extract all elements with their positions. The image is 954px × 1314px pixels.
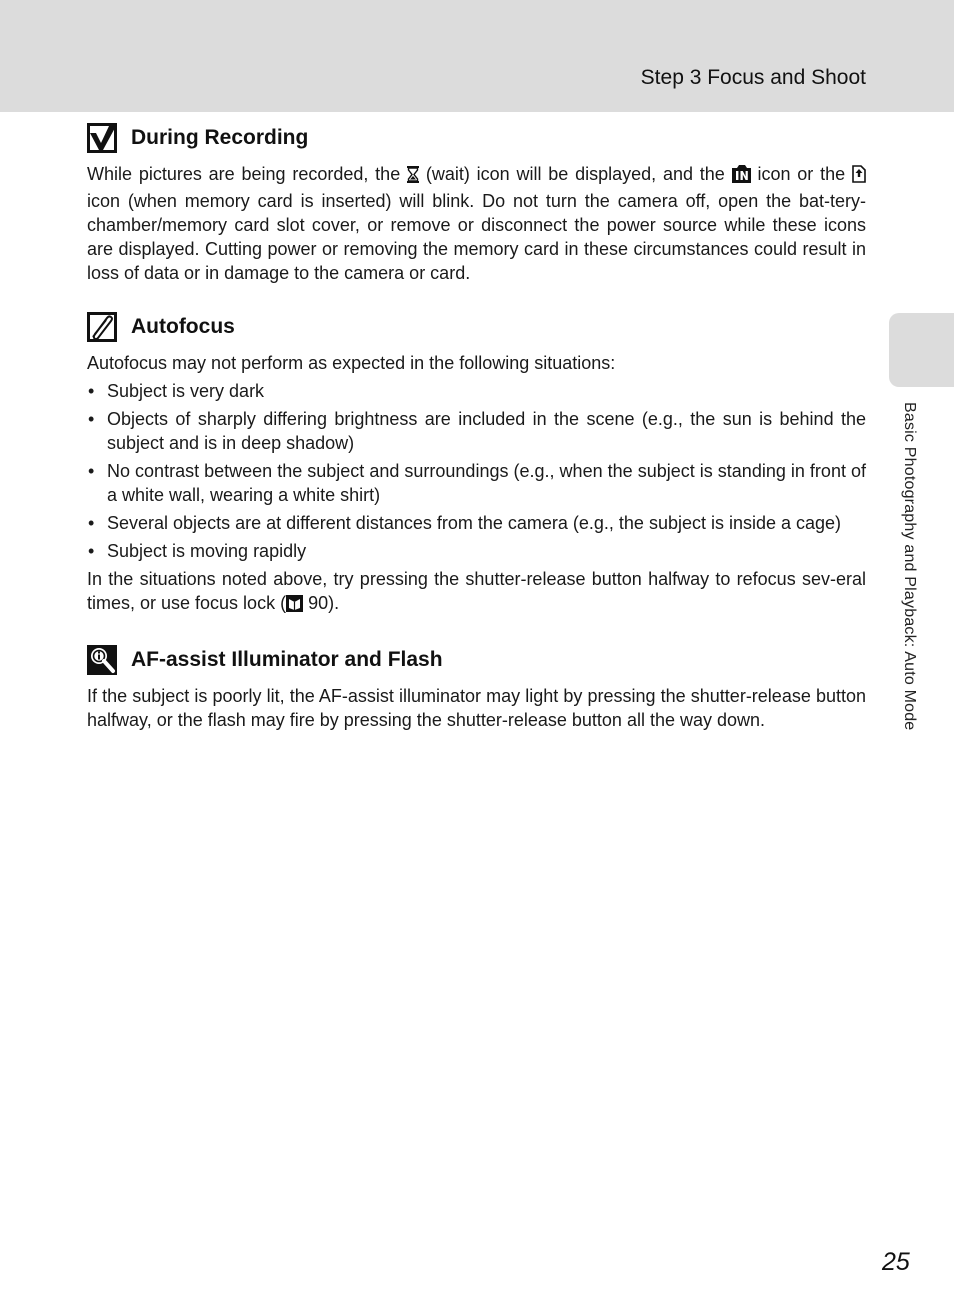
- page-number: 25: [882, 1248, 910, 1276]
- section-autofocus: [87, 307, 866, 618]
- spacer: [87, 285, 866, 307]
- list-item: • No contrast between the subject and surroundings (e.g., when the subject is standing in front of a white wall, wearing a white shirt): [87, 459, 866, 507]
- magnifier-info-icon: [87, 645, 117, 675]
- body-text: icon (when memory card is inserted) will blink. Do not turn the camera off, open the bat-tery-chamber/memory card slot cover, or remove or disconnect the power source while these icons are displayed. Cutting power or removing the memory card in these circumstances could result in loss of data or in damage to the camera or card.: [87, 191, 866, 283]
- chapter-tab: [889, 313, 954, 387]
- header-title: Step 3 Focus and Shoot: [640, 66, 866, 89]
- section-header: [87, 640, 866, 680]
- section-body: If the subject is poorly lit, the AF-assist illuminator may light by pressing the shutter-release button halfway, or the flash may fire by pressing the shutter-release button all the way down.: [87, 686, 866, 730]
- header-band: [0, 0, 954, 112]
- section-outro: [87, 567, 866, 618]
- section-header: [87, 118, 866, 158]
- chapter-tab-label: Basic Photography and Playback: Auto Mode: [901, 402, 918, 731]
- section-intro: Autofocus may not perform as expected in the following situations:: [87, 353, 616, 373]
- pencil-note-icon: [87, 312, 117, 342]
- list-item: • Objects of sharply differing brightness are included in the scene (e.g., the sun is behind the subject and is in deep shadow): [87, 407, 866, 455]
- body-text: (wait) icon will be displayed, and the: [425, 164, 725, 184]
- page-content: [87, 118, 866, 732]
- section-title: During Recording: [131, 126, 309, 149]
- section-title: Autofocus: [131, 315, 235, 338]
- section-during-recording: [87, 118, 866, 285]
- hourglass-icon: [407, 165, 419, 189]
- section-title: AF-assist Illuminator and Flash: [131, 648, 443, 671]
- section-body: [87, 162, 866, 285]
- body-text: icon or the: [757, 164, 846, 184]
- section-header: [87, 307, 866, 347]
- body-text: In the situations noted above, try pressing the shutter-release button halfway to refocus sev-eral times, or use focus lock (: [87, 569, 866, 613]
- bullet-list: [87, 379, 866, 563]
- page-reference-icon: [286, 594, 303, 618]
- body-text: While pictures are being recorded, the: [87, 164, 401, 184]
- internal-memory-icon: [732, 165, 751, 189]
- page-reference: 90).: [308, 593, 340, 613]
- list-item: • Several objects are at different distances from the camera (e.g., the subject is inside a cage): [87, 511, 866, 535]
- checkmark-icon: [87, 123, 117, 153]
- spacer: [87, 618, 866, 640]
- memory-card-icon: [852, 165, 866, 189]
- list-item: • Subject is moving rapidly: [87, 539, 866, 563]
- section-af-assist: [87, 640, 866, 732]
- list-item: • Subject is very dark: [87, 379, 866, 403]
